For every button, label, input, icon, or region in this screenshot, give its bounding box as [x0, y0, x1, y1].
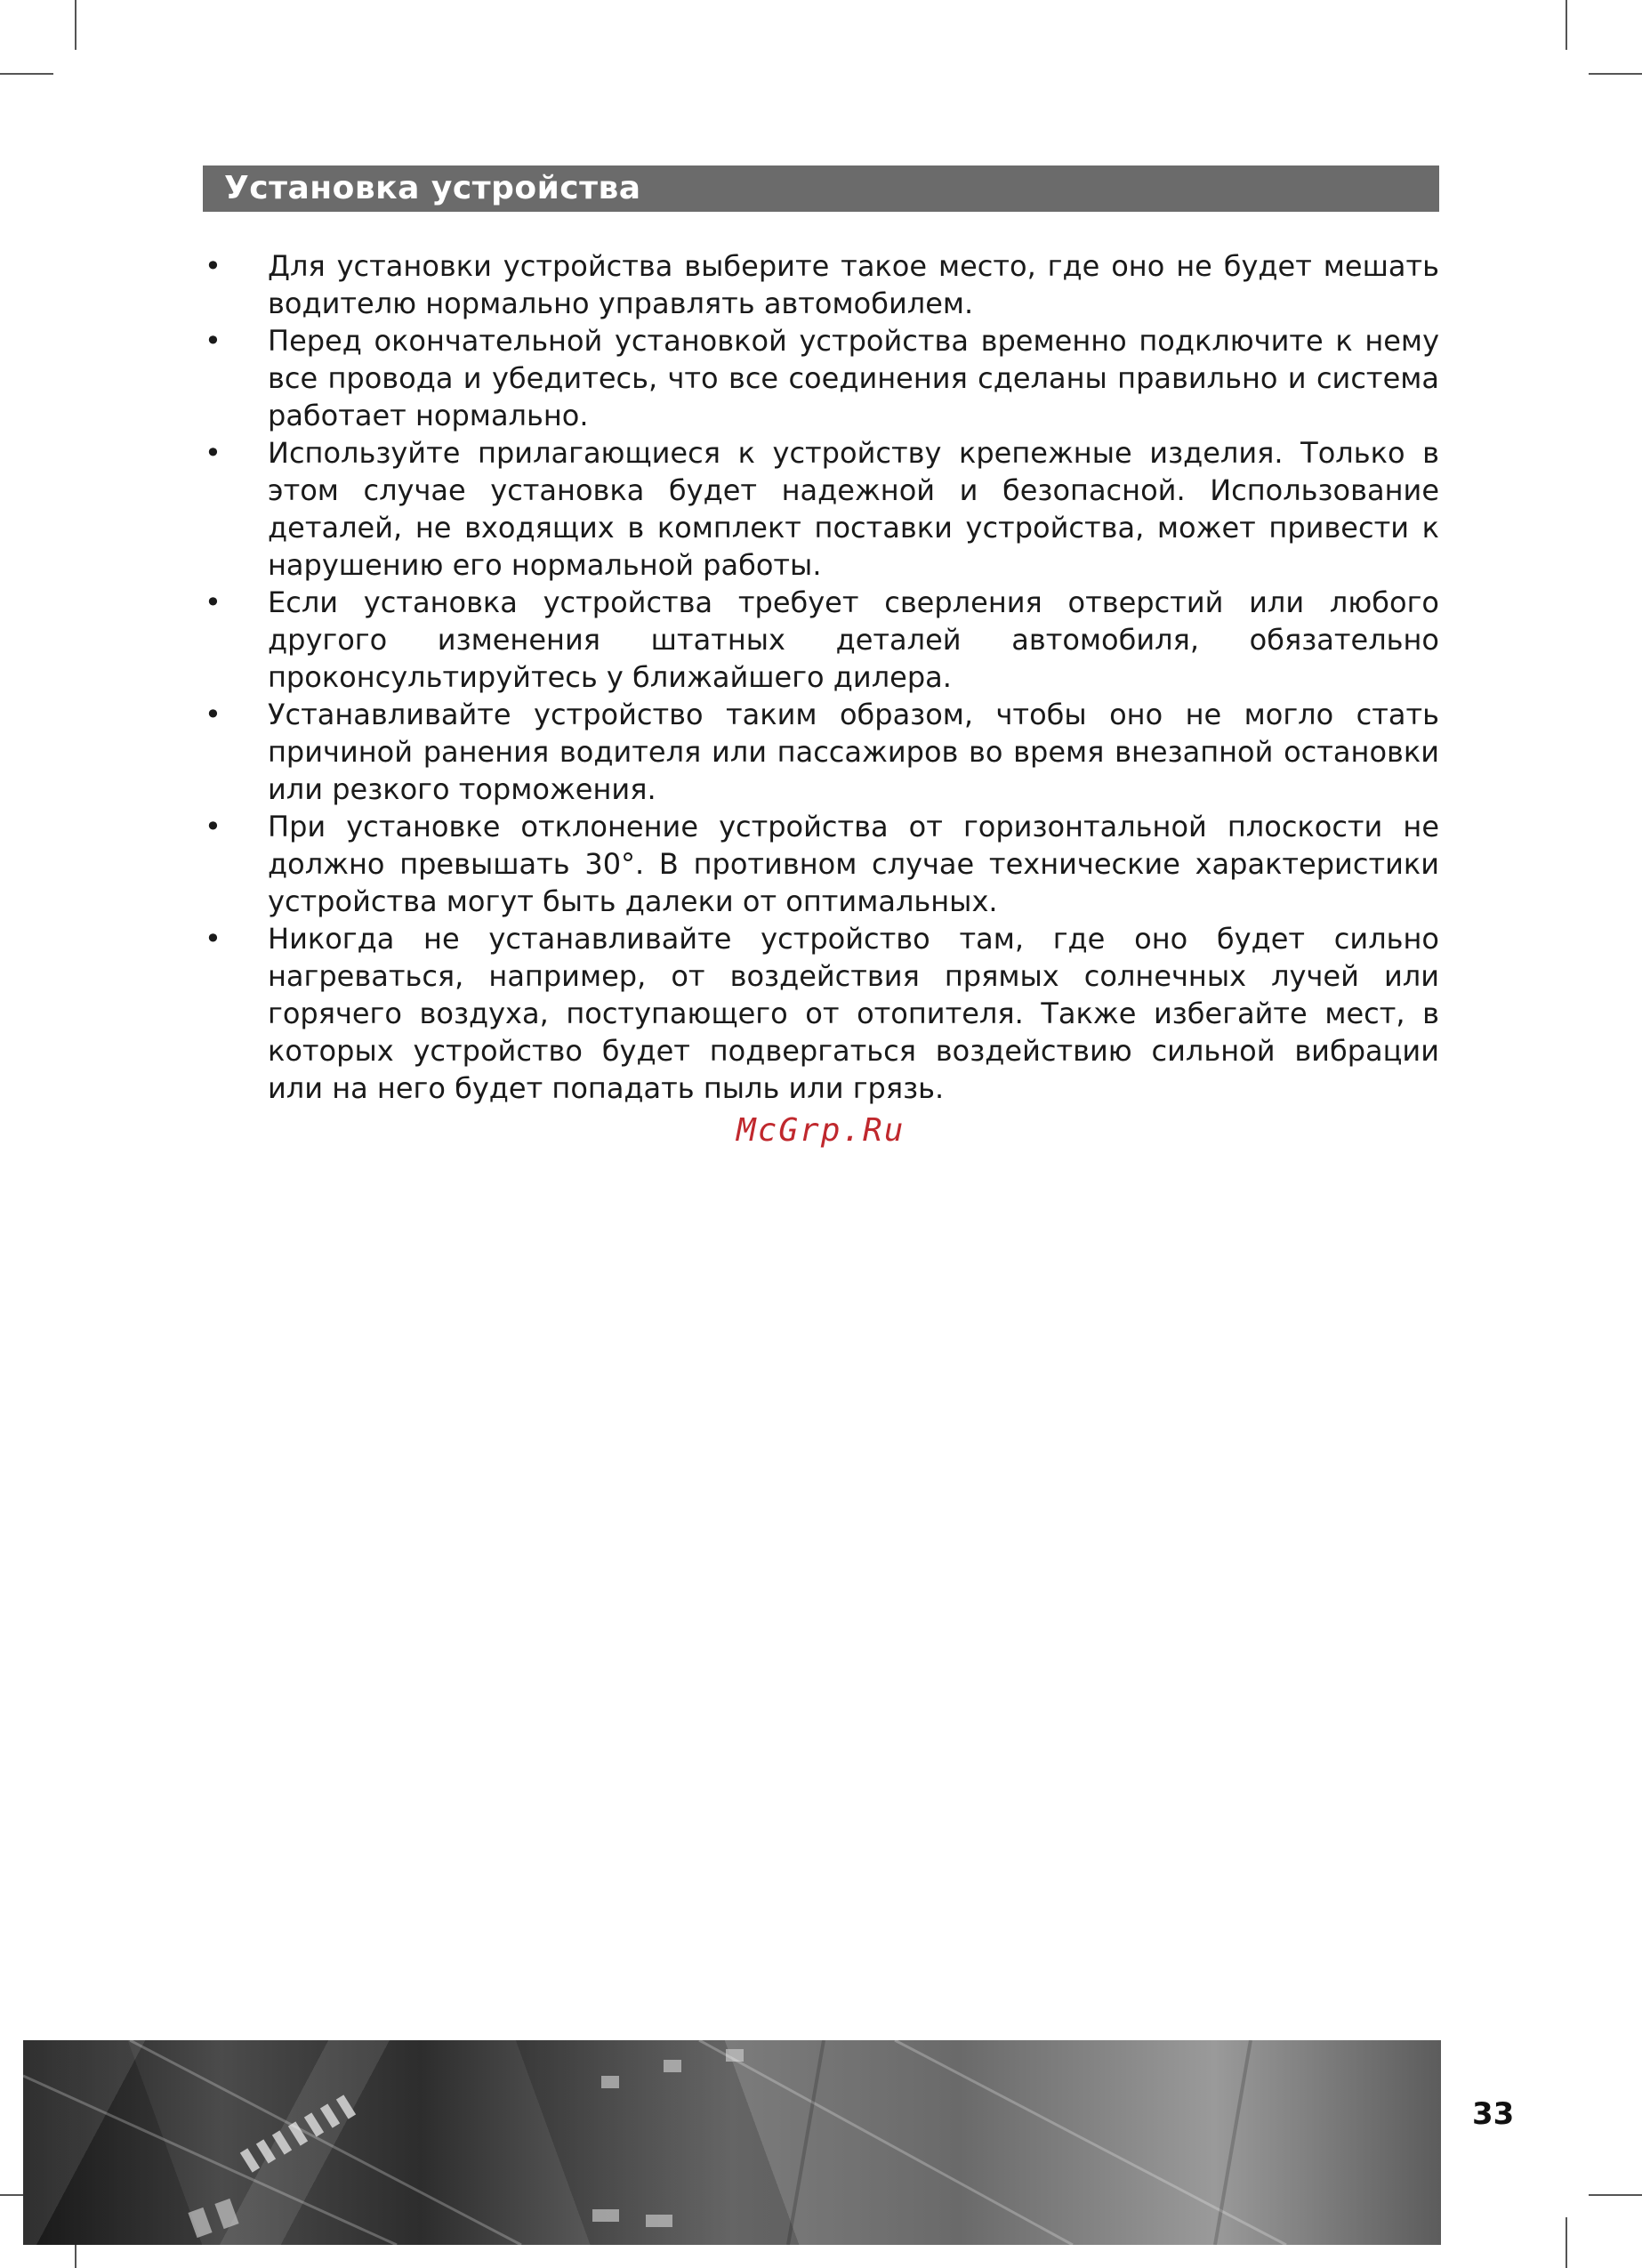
list-item [203, 920, 1439, 1107]
bullet-icon: • [205, 698, 221, 731]
list-item [203, 584, 1439, 696]
bullet-icon: • [205, 922, 221, 956]
list-item [203, 696, 1439, 808]
list-item [203, 808, 1439, 920]
page-number: 33 [1472, 2096, 1515, 2132]
bullet-icon: • [205, 585, 221, 619]
bullet-icon: • [205, 249, 221, 283]
bullet-icon: • [205, 436, 221, 470]
list-item-text: Используйте прилагающиеся к устройству крепежные изделия. Только в этом случае установка будет надежной и безопасной. Использование деталей, не входящих в комплект поставки устройства, может привести к нарушению его нормальной работы. [268, 436, 1439, 582]
crop-mark-top-left-horizontal [0, 73, 53, 75]
list-item-text: При установке отклонение устройства от горизонтальной плоскости не должно превышать 30°. В противном случае технические характеристики устройства могут быть далеки от оптимальных. [268, 810, 1439, 918]
instruction-list [203, 247, 1439, 1107]
footer-road-graphic [23, 2040, 1441, 2245]
list-item-text: Перед окончательной установкой устройства временно подключите к нему все провода и убедитесь, что все соединения сделаны правильно и система работает нормально. [268, 324, 1439, 432]
watermark-link[interactable]: McGrp.Ru [736, 1112, 906, 1149]
crop-mark-top-right-vertical [1566, 0, 1567, 50]
section-header-bar [203, 165, 1439, 212]
crop-mark-top-right-horizontal [1589, 73, 1642, 75]
list-item [203, 322, 1439, 434]
list-item [203, 434, 1439, 584]
list-item-text: Если установка устройства требует сверления отверстий или любого другого изменения штатных деталей автомобиля, обязательно проконсультируйтесь у ближайшего дилера. [268, 585, 1439, 694]
bullet-icon: • [205, 324, 221, 358]
list-item-text: Для установки устройства выберите такое место, где оно не будет мешать водителю нормально управлять автомобилем. [268, 249, 1439, 320]
list-item-text: Устанавливайте устройство таким образом, чтобы оно не могло стать причиной ранения водителя или пассажиров во время внезапной остановки или резкого торможения. [268, 698, 1439, 806]
crop-mark-bottom-right-vertical [1566, 2217, 1567, 2268]
list-item [203, 247, 1439, 322]
footer-decorative-band [23, 2040, 1441, 2245]
list-item-text: Никогда не устанавливайте устройство там, где оно будет сильно нагреваться, например, от воздействия прямых солнечных лучей или горячего воздуха, поступающего от отопителя. Также избегайте мест, в которых устройство будет подвергаться воздействию сильной вибрации или на него будет попадать пыль или грязь. [268, 922, 1439, 1105]
bullet-icon: • [205, 810, 221, 843]
crop-mark-bottom-right-horizontal [1589, 2194, 1642, 2196]
crop-mark-top-left-vertical [75, 0, 76, 50]
section-title: Установка устройства [224, 170, 641, 206]
